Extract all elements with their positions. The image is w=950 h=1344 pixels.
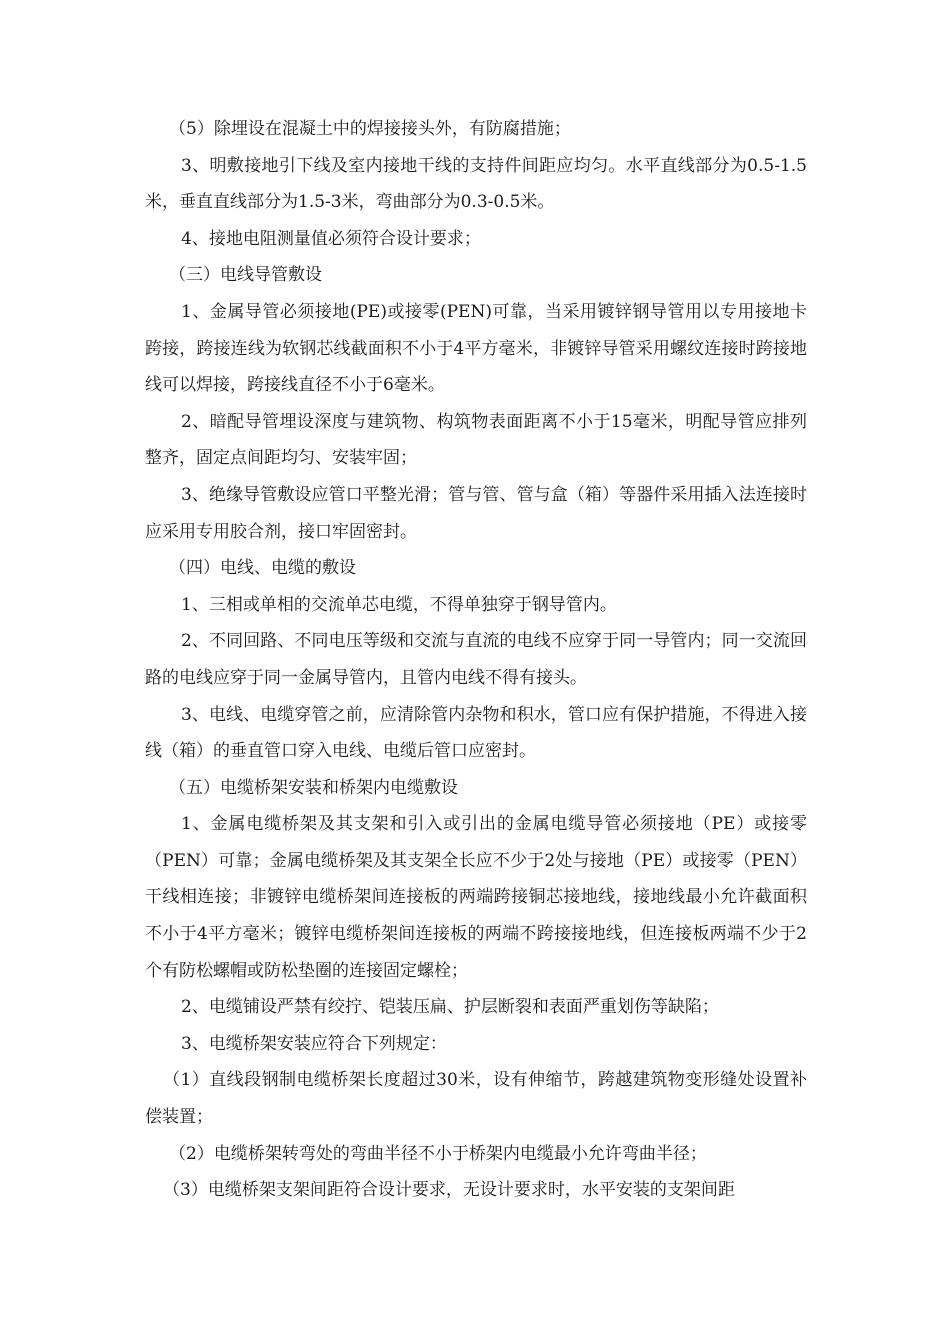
paragraph-tray-sub-item-2: （2）电缆桥架转弯处的弯曲半径不小于桥架内电缆最小允许弯曲半径； — [169, 1143, 707, 1164]
paragraph-conduit-item-1: 1、金属导管必须接地(PE)或接零(PEN)可靠，当采用镀锌钢导管用以专用接地卡跨接，跨接连线为软钢芯线截面积不小于4平方毫米，非镀锌导管采用螺纹连接时跨接地线可以焊接，跨接线直径不小于6毫米。 — [145, 301, 807, 396]
paragraph-tray-sub-item-1: （1）直线段钢制电缆桥架长度超过30米，设有伸缩节，跨越建筑物变形缝处设置补偿装置； — [145, 1070, 807, 1128]
paragraph-conduit-item-3: 3、绝缘导管敷设应管口平整光滑；管与管、管与盒（箱）等器件采用插入法连接时应采用专用胶合剂，接口牢固密封。 — [145, 484, 807, 542]
paragraph-item-3-grounding-supports: 3、明敷接地引下线及室内接地干线的支持件间距应均匀。水平直线部分为0.5-1.5米，垂直直线部分为1.5-3米，弯曲部分为0.3-0.5米。 — [145, 155, 807, 213]
paragraph-item-4-ground-resistance: 4、接地电阻测量值必须符合设计要求； — [181, 228, 481, 249]
document-body — [145, 111, 807, 1209]
paragraph-tray-item-2: 2、电缆铺设严禁有绞拧、铠装压扁、护层断裂和表面严重划伤等缺陷； — [181, 997, 719, 1018]
section-heading-cable-tray: （五）电缆桥架安装和桥架内电缆敷设 — [169, 777, 458, 798]
paragraph-wires-item-2: 2、不同回路、不同电压等级和交流与直流的电线不应穿于同一导管内；同一交流回路的电线应穿于同一金属导管内，且管内电线不得有接头。 — [145, 631, 807, 688]
section-heading-conduit: （三）电线导管敷设 — [169, 265, 322, 286]
paragraph-tray-sub-item-3: （3）电缆桥架支架间距符合设计要求，无设计要求时，水平安装的支架间距 — [163, 1180, 735, 1201]
paragraph-wires-item-3: 3、电线、电缆穿管之前，应清除管内杂物和积水，管口应有保护措施，不得进入接线（箱）的垂直管口穿入电线、电缆后管口应密封。 — [145, 704, 807, 762]
paragraph-wires-item-1: 1、三相或单相的交流单芯电缆，不得单独穿于钢导管内。 — [181, 594, 617, 615]
paragraph-sub-item-5: （5）除埋设在混凝土中的焊接接头外，有防腐措施； — [169, 119, 571, 139]
paragraph-tray-item-1: 1、金属电缆桥架及其支架和引入或引出的金属电缆导管必须接地（PE）或接零（PEN）可靠；金属电缆桥架及其支架全长应不少于2处与接地（PE）或接零（PEN）干线相连接；非镀锌电缆桥架间连接板的两端跨接铜芯接地线，接地线最小允许截面积不小于4平方毫米；镀锌电缆桥架间连接板的两端不跨接接地线，但连接板两端不少于2个有防松螺帽或防松垫圈的连接固定螺栓； — [145, 814, 807, 981]
paragraph-tray-item-3: 3、电缆桥架安装应符合下列规定： — [181, 1033, 447, 1054]
section-heading-wires-cables: （四）电线、电缆的敷设 — [169, 558, 356, 579]
paragraph-conduit-item-2: 2、暗配导管埋设深度与建筑物、构筑物表面距离不小于15毫米，明配导管应排列整齐，固定点间距均匀、安装牢固； — [145, 411, 807, 469]
